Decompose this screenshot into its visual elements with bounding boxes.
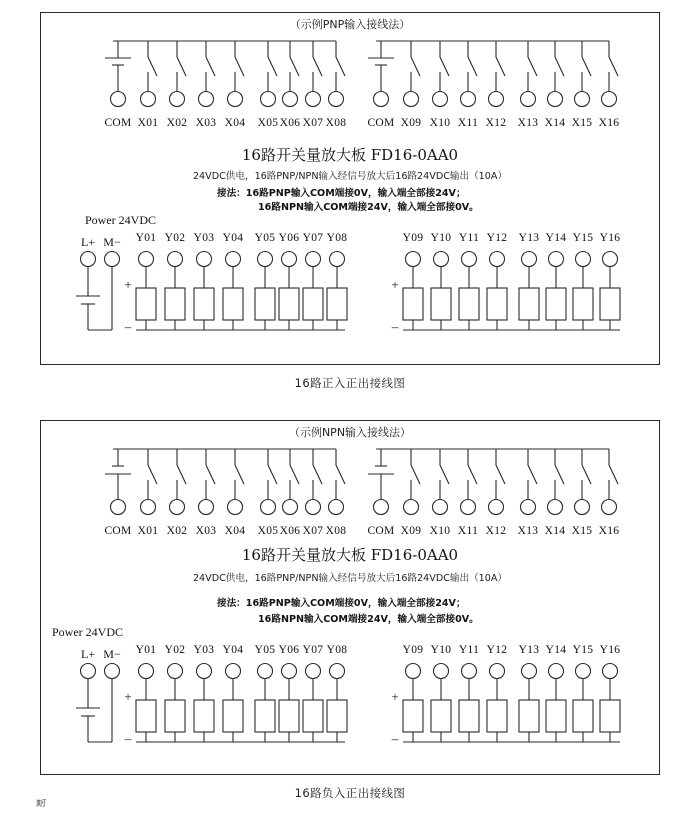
input-label-x16-npn: X16 xyxy=(598,525,620,537)
output-minus-sign-1-npn: – xyxy=(124,731,132,746)
product-spec-npn: 24VDC供电，16路PNP/NPN输入经信号放大后16路24VDC输出（10A） xyxy=(192,573,508,584)
power-label-npn: Power 24VDC xyxy=(52,625,123,639)
product-spec-pnp: 24VDC供电，16路PNP/NPN输入经信号放大后16路24VDC输出（10A） xyxy=(192,171,508,182)
output-label-y05-npn: Y05 xyxy=(254,644,276,656)
output-label-y14-npn: Y14 xyxy=(545,644,567,656)
input-label-x07-npn: X07 xyxy=(302,525,324,537)
input-label-x12-npn: X12 xyxy=(485,525,507,537)
output-minus-sign-1-pnp: – xyxy=(124,319,132,334)
input-label-x05-npn: X05 xyxy=(257,525,279,537)
output-label-y08-npn: Y08 xyxy=(326,644,348,656)
output-label-y06-pnp: Y06 xyxy=(278,232,300,244)
wiring-note-2-npn: 16路NPN输入COM端接24V，输入端全部接0V。 xyxy=(258,614,479,625)
input-label-com-1-pnp: COM xyxy=(104,117,132,129)
input-label-com-2-npn: COM xyxy=(367,525,395,537)
input-label-x04-npn: X04 xyxy=(224,525,246,537)
output-minus-sign-2-pnp: – xyxy=(391,319,399,334)
input-label-x03-npn: X03 xyxy=(195,525,217,537)
output-label-y14-pnp: Y14 xyxy=(545,232,567,244)
output-label-y01-npn: Y01 xyxy=(135,644,157,656)
output-label-y15-pnp: Y15 xyxy=(572,232,594,244)
diagram-svg-npn xyxy=(0,408,700,780)
output-label-y10-npn: Y10 xyxy=(430,644,452,656)
output-plus-sign-1-pnp: + xyxy=(124,277,132,292)
output-label-y15-npn: Y15 xyxy=(572,644,594,656)
input-label-x08-npn: X08 xyxy=(325,525,347,537)
output-label-y12-pnp: Y12 xyxy=(486,232,508,244)
wiring-note-1-npn: 接法：16路PNP输入COM端接0V，输入端全部接24V； xyxy=(217,598,466,609)
header-note-pnp: （示例PNP输入接线法） xyxy=(289,18,411,31)
diagram-svg-pnp xyxy=(0,0,700,370)
input-label-x02-pnp: X02 xyxy=(166,117,188,129)
diagram-caption-npn: 16路负入正出接线图 xyxy=(294,786,406,800)
input-label-x06-npn: X06 xyxy=(279,525,301,537)
output-plus-sign-1-npn: + xyxy=(124,689,132,704)
diagram-block-npn xyxy=(0,408,700,813)
diagram-caption-pnp: 16路正入正出接线图 xyxy=(294,376,406,390)
power-terminal-lplus-pnp: L+ xyxy=(80,235,96,249)
output-group-1-npn xyxy=(124,644,348,746)
product-title-pnp: 16路开关量放大板 FD16-0AA0 xyxy=(241,146,459,164)
input-label-x11-npn: X11 xyxy=(457,525,479,537)
power-label-pnp: Power 24VDC xyxy=(85,213,156,227)
power-terminal-mminus-npn: M− xyxy=(103,647,121,661)
input-switches-2-npn xyxy=(404,449,619,515)
input-label-x03-pnp: X03 xyxy=(195,117,217,129)
output-label-y04-npn: Y04 xyxy=(222,644,244,656)
input-label-x02-npn: X02 xyxy=(166,525,188,537)
power-terminal-mminus-pnp: M− xyxy=(103,235,121,249)
output-label-y07-pnp: Y07 xyxy=(302,232,324,244)
input-switches-1-pnp xyxy=(141,41,346,107)
output-minus-sign-2-npn: – xyxy=(391,731,399,746)
output-label-y09-pnp: Y09 xyxy=(402,232,424,244)
input-label-x13-npn: X13 xyxy=(517,525,539,537)
input-label-x07-pnp: X07 xyxy=(302,117,324,129)
input-label-x12-pnp: X12 xyxy=(485,117,507,129)
output-label-y16-npn: Y16 xyxy=(599,644,621,656)
output-label-y16-pnp: Y16 xyxy=(599,232,621,244)
input-group-1-npn xyxy=(104,449,346,537)
output-label-y10-pnp: Y10 xyxy=(430,232,452,244)
output-label-y06-npn: Y06 xyxy=(278,644,300,656)
input-label-x09-pnp: X09 xyxy=(400,117,422,129)
input-label-x14-npn: X14 xyxy=(544,525,566,537)
output-label-y13-npn: Y13 xyxy=(518,644,540,656)
input-label-x15-npn: X15 xyxy=(571,525,593,537)
product-title-npn: 16路开关量放大板 FD16-0AA0 xyxy=(241,546,459,564)
power-supply-npn xyxy=(52,625,123,742)
input-label-x11-pnp: X11 xyxy=(457,117,479,129)
output-label-y13-pnp: Y13 xyxy=(518,232,540,244)
input-switches-2-pnp xyxy=(404,41,619,107)
input-label-x16-pnp: X16 xyxy=(598,117,620,129)
output-label-y03-npn: Y03 xyxy=(193,644,215,656)
output-group-2-pnp xyxy=(391,232,621,334)
input-label-com-1-npn: COM xyxy=(104,525,132,537)
diagram-block-pnp xyxy=(0,0,700,400)
input-group-2-npn xyxy=(367,449,619,537)
output-label-y12-npn: Y12 xyxy=(486,644,508,656)
input-label-x15-pnp: X15 xyxy=(571,117,593,129)
input-group-2-pnp xyxy=(367,41,619,129)
output-label-y03-pnp: Y03 xyxy=(193,232,215,244)
power-terminal-lplus-npn: L+ xyxy=(80,647,96,661)
wiring-note-1-pnp: 接法：16路PNP输入COM端接0V，输入端全部接24V； xyxy=(217,188,466,199)
input-label-x01-pnp: X01 xyxy=(137,117,159,129)
wiring-note-2-pnp: 16路NPN输入COM端接24V，输入端全部接0V。 xyxy=(258,202,479,213)
output-label-y04-pnp: Y04 xyxy=(222,232,244,244)
input-label-x05-pnp: X05 xyxy=(257,117,279,129)
output-label-y05-pnp: Y05 xyxy=(254,232,276,244)
output-label-y08-pnp: Y08 xyxy=(326,232,348,244)
output-label-y09-npn: Y09 xyxy=(402,644,424,656)
output-label-y11-pnp: Y11 xyxy=(458,232,480,244)
input-label-x13-pnp: X13 xyxy=(517,117,539,129)
header-note-npn: （示例NPN输入接线法） xyxy=(288,426,412,439)
input-label-x06-pnp: X06 xyxy=(279,117,301,129)
input-label-x09-npn: X09 xyxy=(400,525,422,537)
input-label-x08-pnp: X08 xyxy=(325,117,347,129)
output-plus-sign-2-pnp: + xyxy=(391,277,399,292)
output-group-2-npn xyxy=(391,644,621,746)
input-group-1-pnp xyxy=(104,41,346,129)
output-label-y07-npn: Y07 xyxy=(302,644,324,656)
input-label-x04-pnp: X04 xyxy=(224,117,246,129)
output-label-y02-npn: Y02 xyxy=(164,644,186,656)
input-label-x01-npn: X01 xyxy=(137,525,159,537)
output-label-y01-pnp: Y01 xyxy=(135,232,157,244)
output-label-y11-npn: Y11 xyxy=(458,644,480,656)
output-group-1-pnp xyxy=(124,232,348,334)
input-label-x10-pnp: X10 xyxy=(429,117,451,129)
output-plus-sign-2-npn: + xyxy=(391,689,399,704)
input-label-x14-pnp: X14 xyxy=(544,117,566,129)
input-label-x10-npn: X10 xyxy=(429,525,451,537)
input-switches-1-npn xyxy=(141,449,346,515)
bottom-text-fragment: 耐 xyxy=(36,799,46,809)
input-label-com-2-pnp: COM xyxy=(367,117,395,129)
output-label-y02-pnp: Y02 xyxy=(164,232,186,244)
